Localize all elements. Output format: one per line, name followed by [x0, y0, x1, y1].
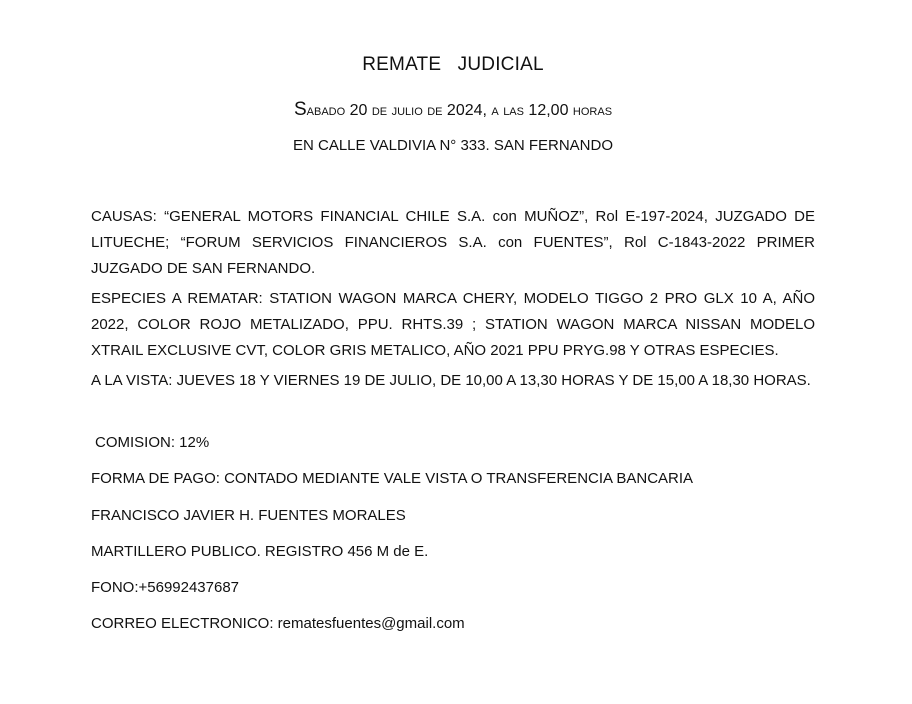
auctioneer-name: FRANCISCO JAVIER H. FUENTES MORALES [91, 507, 406, 524]
especies-paragraph: ESPECIES A REMATAR: STATION WAGON MARCA CHERY, MODELO TIGGO 2 PRO GLX 10 A, AÑO 2022, COLOR ROJO METALIZADO, PPU. RHTS.39 ; STATION WAGON MARCA NISSAN MODELO XTRAIL EXCLUSIVE CVT, COLOR GRIS METALICO, AÑO 2021 PPU PRYG.98 Y OTRAS ESPECIES. [91, 290, 815, 359]
email-line: CORREO ELECTRONICO: rematesfuentes@gmail.com [91, 615, 465, 632]
phone-line: FONO:+56992437687 [91, 579, 240, 596]
auction-date [0, 99, 906, 121]
commission-line: COMISION: 12% [95, 434, 210, 451]
auction-date-text: abado 20 de julio de 2024, a las 12,00 horas [306, 102, 613, 119]
auctioneer-registry: MARTILLERO PUBLICO. REGISTRO 456 M de E. [91, 543, 429, 560]
document-title: REMATE JUDICIAL [362, 54, 544, 75]
viewing-schedule-paragraph: A LA VISTA: JUEVES 18 Y VIERNES 19 DE JULIO, DE 10,00 A 13,30 HORAS Y DE 15,00 A 18,30 HORAS. [91, 372, 811, 389]
auction-address: EN CALLE VALDIVIA N° 333. SAN FERNANDO [293, 137, 613, 154]
payment-method-line: FORMA DE PAGO: CONTADO MEDIANTE VALE VISTA O TRANSFERENCIA BANCARIA [91, 470, 694, 487]
auction-date-initial: S [293, 99, 307, 120]
causas-paragraph: CAUSAS: “GENERAL MOTORS FINANCIAL CHILE S.A. con MUÑOZ”, Rol E-197-2024, JUZGADO DE LITUECHE; “FORUM SERVICIOS FINANCIEROS S.A. con FUENTES”, Rol C-1843-2022 PRIMER JUZGADO DE SAN FERNANDO. [91, 208, 815, 277]
